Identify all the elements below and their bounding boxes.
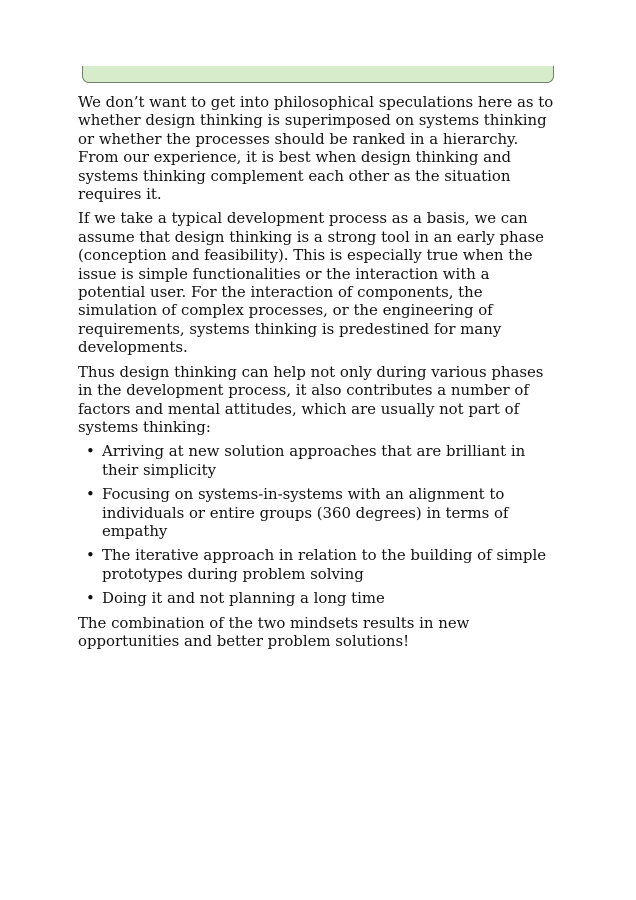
paragraph-philosophical: We don’t want to get into philosophical speculations here as to whether design thinking is superimposed on systems thinking or whether the processes should be ranked in a hierarchy. From our experience, it is best when design thinking and systems thinking complement each other as the situation requires it. [78, 93, 554, 204]
paragraph-closing: The combination of the two mindsets results in new opportunities and better problem solutions! [78, 613, 470, 650]
bullet-item-systems-in-systems [78, 485, 560, 540]
bullet-list [78, 442, 560, 607]
document-body [78, 93, 560, 656]
paragraph-design-thinking-contributions: Thus design thinking can help not only during various phases in the development process, it also contributes a number of factors and mental attitudes, which are usually not part of systems thinking: [78, 362, 544, 436]
paragraph-development-process: If we take a typical development process as a basis, we can assume that design thinking is a strong tool in an early phase (conception and feasibility). This is especially true when the issue is simple functionalities or the interaction with a potential user. For the interaction of components, the simulation of complex processes, or the engineering of requirements, systems thinking is predestined for many developments. [78, 209, 544, 357]
bullet-item-iterative-approach [78, 546, 560, 583]
callout-box-bottom-edge [82, 66, 554, 83]
bullet-dot-icon: • [86, 546, 95, 565]
bullet-dot-icon: • [86, 442, 95, 461]
bullet-text: The iterative approach in relation to the building of simple prototypes during problem solving [102, 546, 547, 583]
bullet-dot-icon: • [86, 485, 95, 504]
bullet-text: Focusing on systems-in-systems with an alignment to individuals or entire groups (360 degrees) in terms of empathy [102, 485, 509, 540]
bullet-item-simplicity [78, 442, 560, 479]
bullet-item-doing-it [78, 589, 560, 607]
bullet-text: Doing it and not planning a long time [102, 589, 385, 608]
bullet-dot-icon: • [86, 589, 95, 608]
bullet-text: Arriving at new solution approaches that are brilliant in their simplicity [102, 442, 526, 479]
